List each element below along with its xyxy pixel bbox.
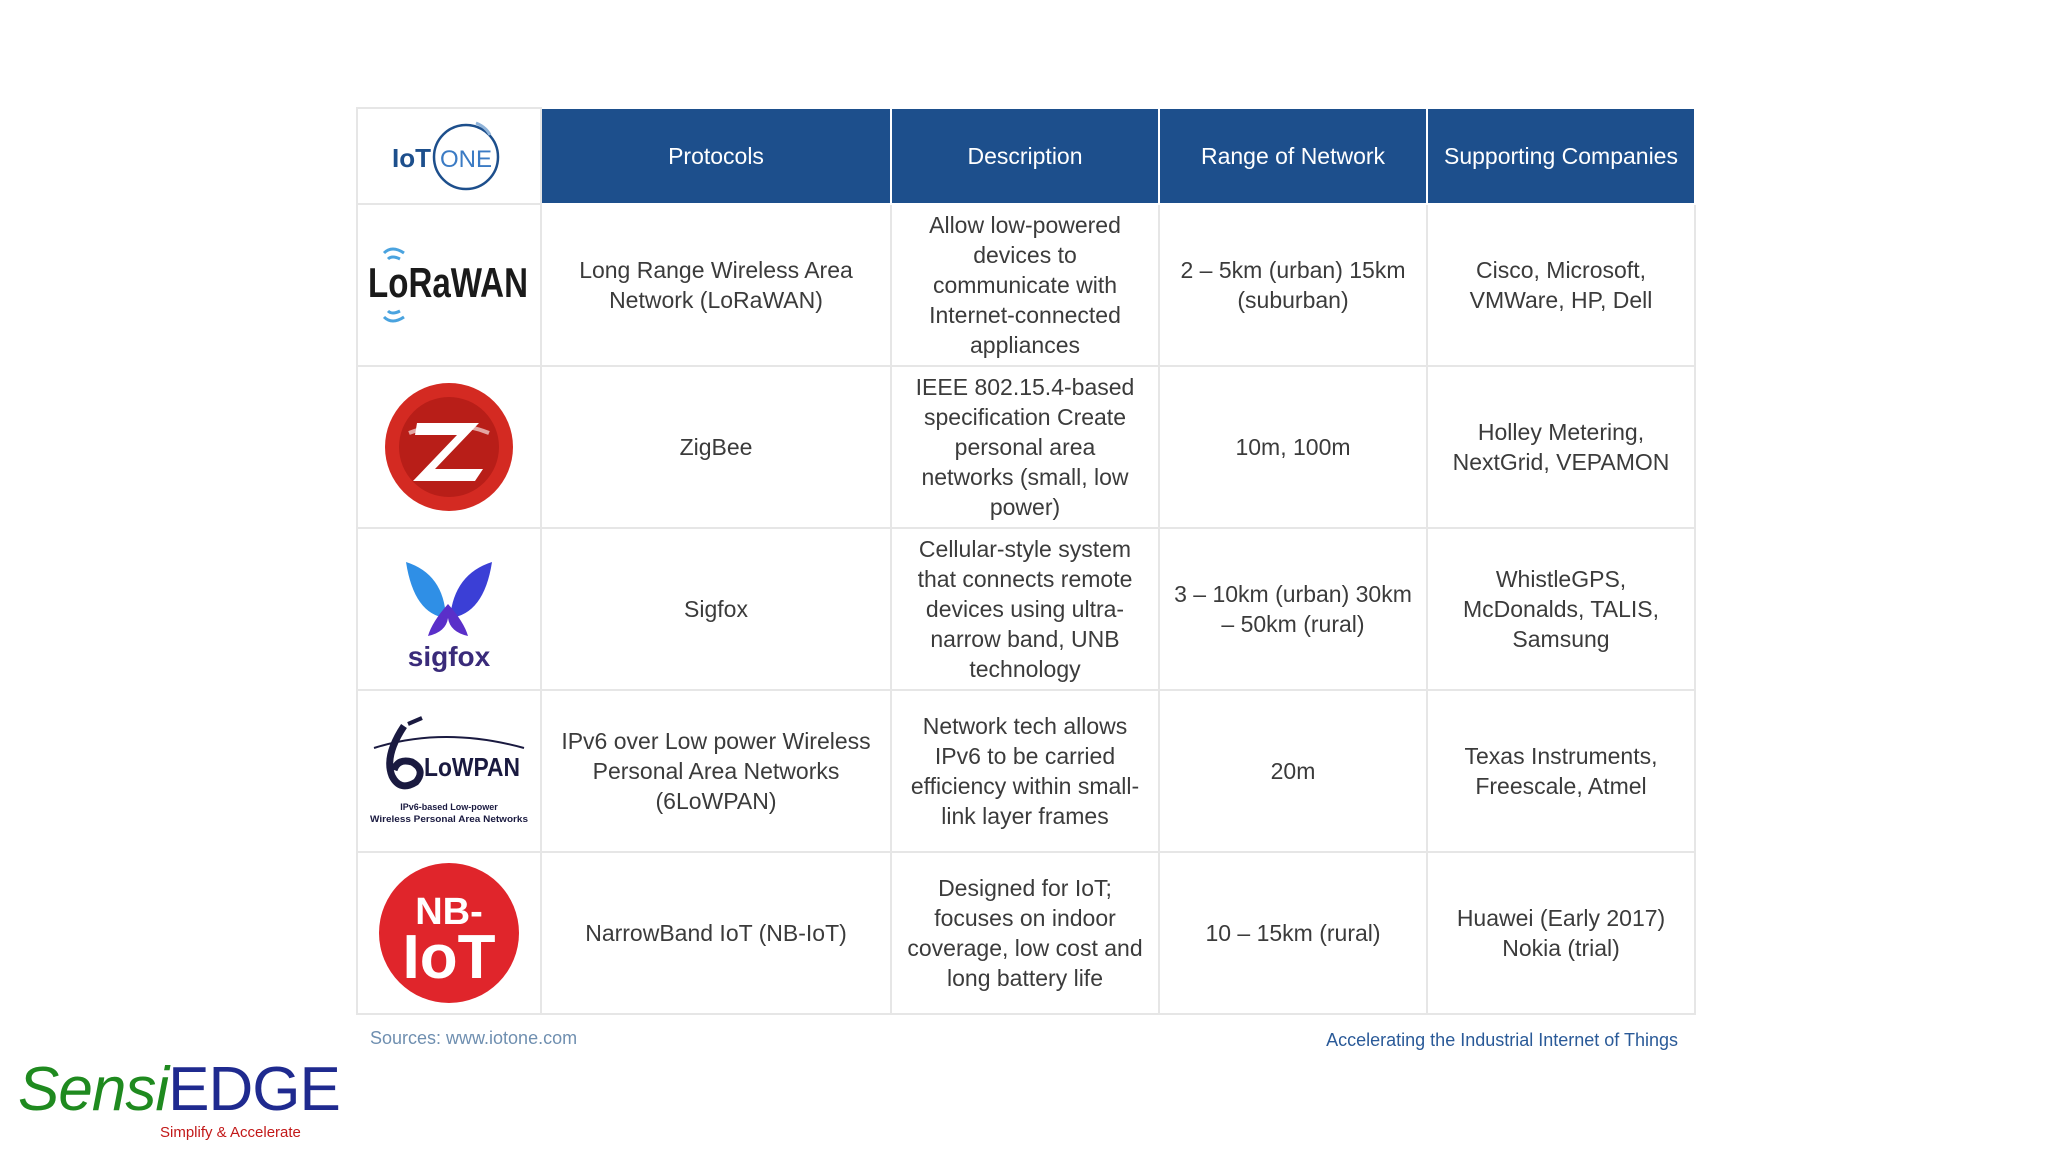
svg-text:sigfox: sigfox bbox=[407, 641, 491, 672]
table-row bbox=[357, 204, 1695, 366]
lorawan-logo bbox=[364, 235, 534, 335]
companies-cell: Texas Instruments, Freescale, Atmel bbox=[1427, 690, 1695, 852]
protocol-cell: IPv6 over Low power Wireless Personal Area Networks (6LoWPAN) bbox=[541, 690, 891, 852]
svg-text:IoT: IoT bbox=[402, 923, 496, 992]
range-cell: 10 – 15km (rural) bbox=[1159, 852, 1427, 1014]
sigfox-logo bbox=[384, 544, 514, 674]
protocol-cell: NarrowBand IoT (NB-IoT) bbox=[541, 852, 891, 1014]
svg-text:NB-: NB- bbox=[415, 891, 483, 933]
protocols-table bbox=[356, 107, 1696, 1015]
iot-one-logo-cell bbox=[357, 108, 541, 204]
logo-cell bbox=[357, 690, 541, 852]
companies-cell: Huawei (Early 2017) Nokia (trial) bbox=[1427, 852, 1695, 1014]
column-header-description: Description bbox=[891, 108, 1159, 204]
companies-cell: Holley Metering, NextGrid, VEPAMON bbox=[1427, 366, 1695, 528]
svg-text:LoWPAN: LoWPAN bbox=[424, 752, 520, 782]
sources-note: Sources: www.iotone.com bbox=[370, 1028, 578, 1048]
description-cell: IEEE 802.15.4-based specification Create personal area networks (small, low power) bbox=[891, 366, 1159, 528]
nb-iot-logo bbox=[374, 858, 524, 1008]
iot-one-logo bbox=[384, 113, 514, 199]
protocol-cell: Sigfox bbox=[541, 528, 891, 690]
svg-text:ONE: ONE bbox=[440, 146, 493, 173]
protocol-cell: Long Range Wireless Area Network (LoRaWAN) bbox=[541, 204, 891, 366]
table-header-row bbox=[357, 108, 1695, 204]
description-cell: Network tech allows IPv6 to be carried efficiency within small-link layer frames bbox=[891, 690, 1159, 852]
brand-name-edge: EDGE bbox=[168, 1055, 340, 1124]
brand-name-sensi: Sensi bbox=[18, 1055, 169, 1124]
svg-text:IoT: IoT bbox=[392, 143, 431, 173]
range-cell: 2 – 5km (urban) 15km (suburban) bbox=[1159, 204, 1427, 366]
logo-cell bbox=[357, 852, 541, 1014]
svg-text:LoRaWAN: LoRaWAN bbox=[368, 259, 528, 306]
brand-subtitle: Simplify & Accelerate bbox=[160, 1124, 301, 1141]
description-cell: Allow low-powered devices to communicate with Internet-connected appliances bbox=[891, 204, 1159, 366]
companies-cell: Cisco, Microsoft, VMWare, HP, Dell bbox=[1427, 204, 1695, 366]
tagline: Accelerating the Industrial Internet of Things bbox=[1326, 1030, 1678, 1050]
range-cell: 3 – 10km (urban) 30km – 50km (rural) bbox=[1159, 528, 1427, 690]
companies-cell: WhistleGPS, McDonalds, TALIS, Samsung bbox=[1427, 528, 1695, 690]
range-cell: 10m, 100m bbox=[1159, 366, 1427, 528]
sensiedge-logo bbox=[18, 1055, 340, 1141]
column-header-companies: Supporting Companies bbox=[1427, 108, 1695, 204]
description-cell: Designed for IoT; focuses on indoor coverage, low cost and long battery life bbox=[891, 852, 1159, 1014]
brand-name bbox=[18, 1055, 340, 1124]
zigbee-logo bbox=[379, 377, 519, 517]
logo-cell bbox=[357, 528, 541, 690]
table-row bbox=[357, 852, 1695, 1014]
6lowpan-logo bbox=[364, 706, 534, 836]
table-row bbox=[357, 366, 1695, 528]
logo-cell bbox=[357, 204, 541, 366]
range-cell: 20m bbox=[1159, 690, 1427, 852]
table-row bbox=[357, 690, 1695, 852]
logo-cell bbox=[357, 366, 541, 528]
column-header-range: Range of Network bbox=[1159, 108, 1427, 204]
description-cell: Cellular-style system that connects remote devices using ultra-narrow band, UNB technology bbox=[891, 528, 1159, 690]
column-header-protocols: Protocols bbox=[541, 108, 891, 204]
svg-text:Wireless Personal Area Network: Wireless Personal Area Networks bbox=[370, 814, 528, 824]
table-row bbox=[357, 528, 1695, 690]
protocol-cell: ZigBee bbox=[541, 366, 891, 528]
svg-text:IPv6-based Low-power: IPv6-based Low-power bbox=[400, 802, 498, 812]
